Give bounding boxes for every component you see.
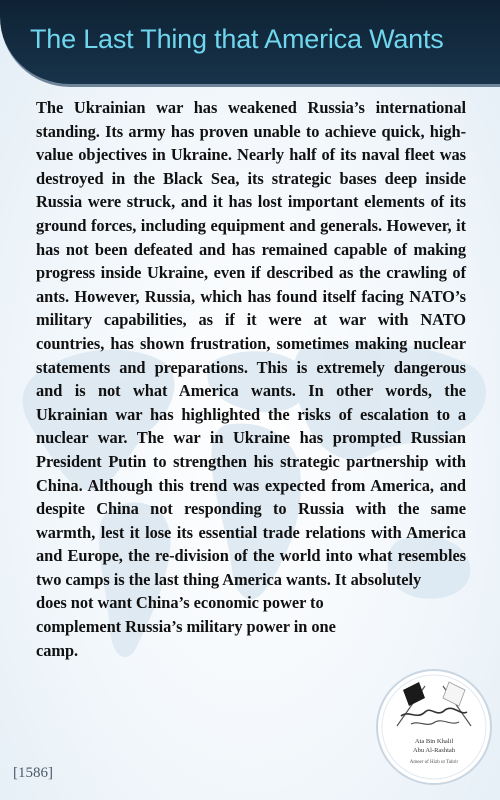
seal-name-line1: Ata Bin Khalil bbox=[414, 738, 454, 745]
article-line-b: complement Russia’s military power in one bbox=[36, 617, 336, 637]
article-paragraph: The Ukrainian war has weakened Russia’s international standing. Its army has proven unable to achieve quick, high-value objectives in Ukraine. Nearly half of its naval fleet was destroyed in the Black Sea, its strategic bases deep inside Russia were struck, and it has lost important elements of its ground forces, including equipment and generals. However, it has not been defeated and has remained capable of making progress inside Ukraine, even if described as the crawling of ants. However, Russia, which has found itself facing NATO’s military capabilities, as if it were at war with NATO countries, has shown frustration, sometimes making nuclear statements and preparations. This is extremely dangerous and is not what America wants. In other words, the Ukrainian war has highlighted the risks of escalation to a nuclear war. The war in Ukraine has prompted Russian President Putin to strengthen his strategic partnership with China. Although this trend was expected from America, and despite China not responding to Russia with the same warmth, lest it lose its essential trade relations with America and Europe, the re-division of the world into what resembles two camps is the last thing America wants. It absolutely bbox=[36, 98, 466, 589]
seal-emblem-icon bbox=[375, 668, 493, 786]
seal-name-line2: Abu Al-Rashtah bbox=[412, 747, 456, 754]
seal-role: Ameer of Hizb ut Tahrir bbox=[409, 760, 459, 765]
article-line-c: camp. bbox=[36, 640, 79, 660]
article-line-a: does not want China’s economic power to bbox=[36, 593, 324, 613]
header-banner bbox=[0, 0, 500, 87]
article-body bbox=[36, 96, 466, 662]
page-title: The Last Thing that America Wants bbox=[30, 24, 444, 54]
page-number: [1586] bbox=[13, 765, 53, 781]
